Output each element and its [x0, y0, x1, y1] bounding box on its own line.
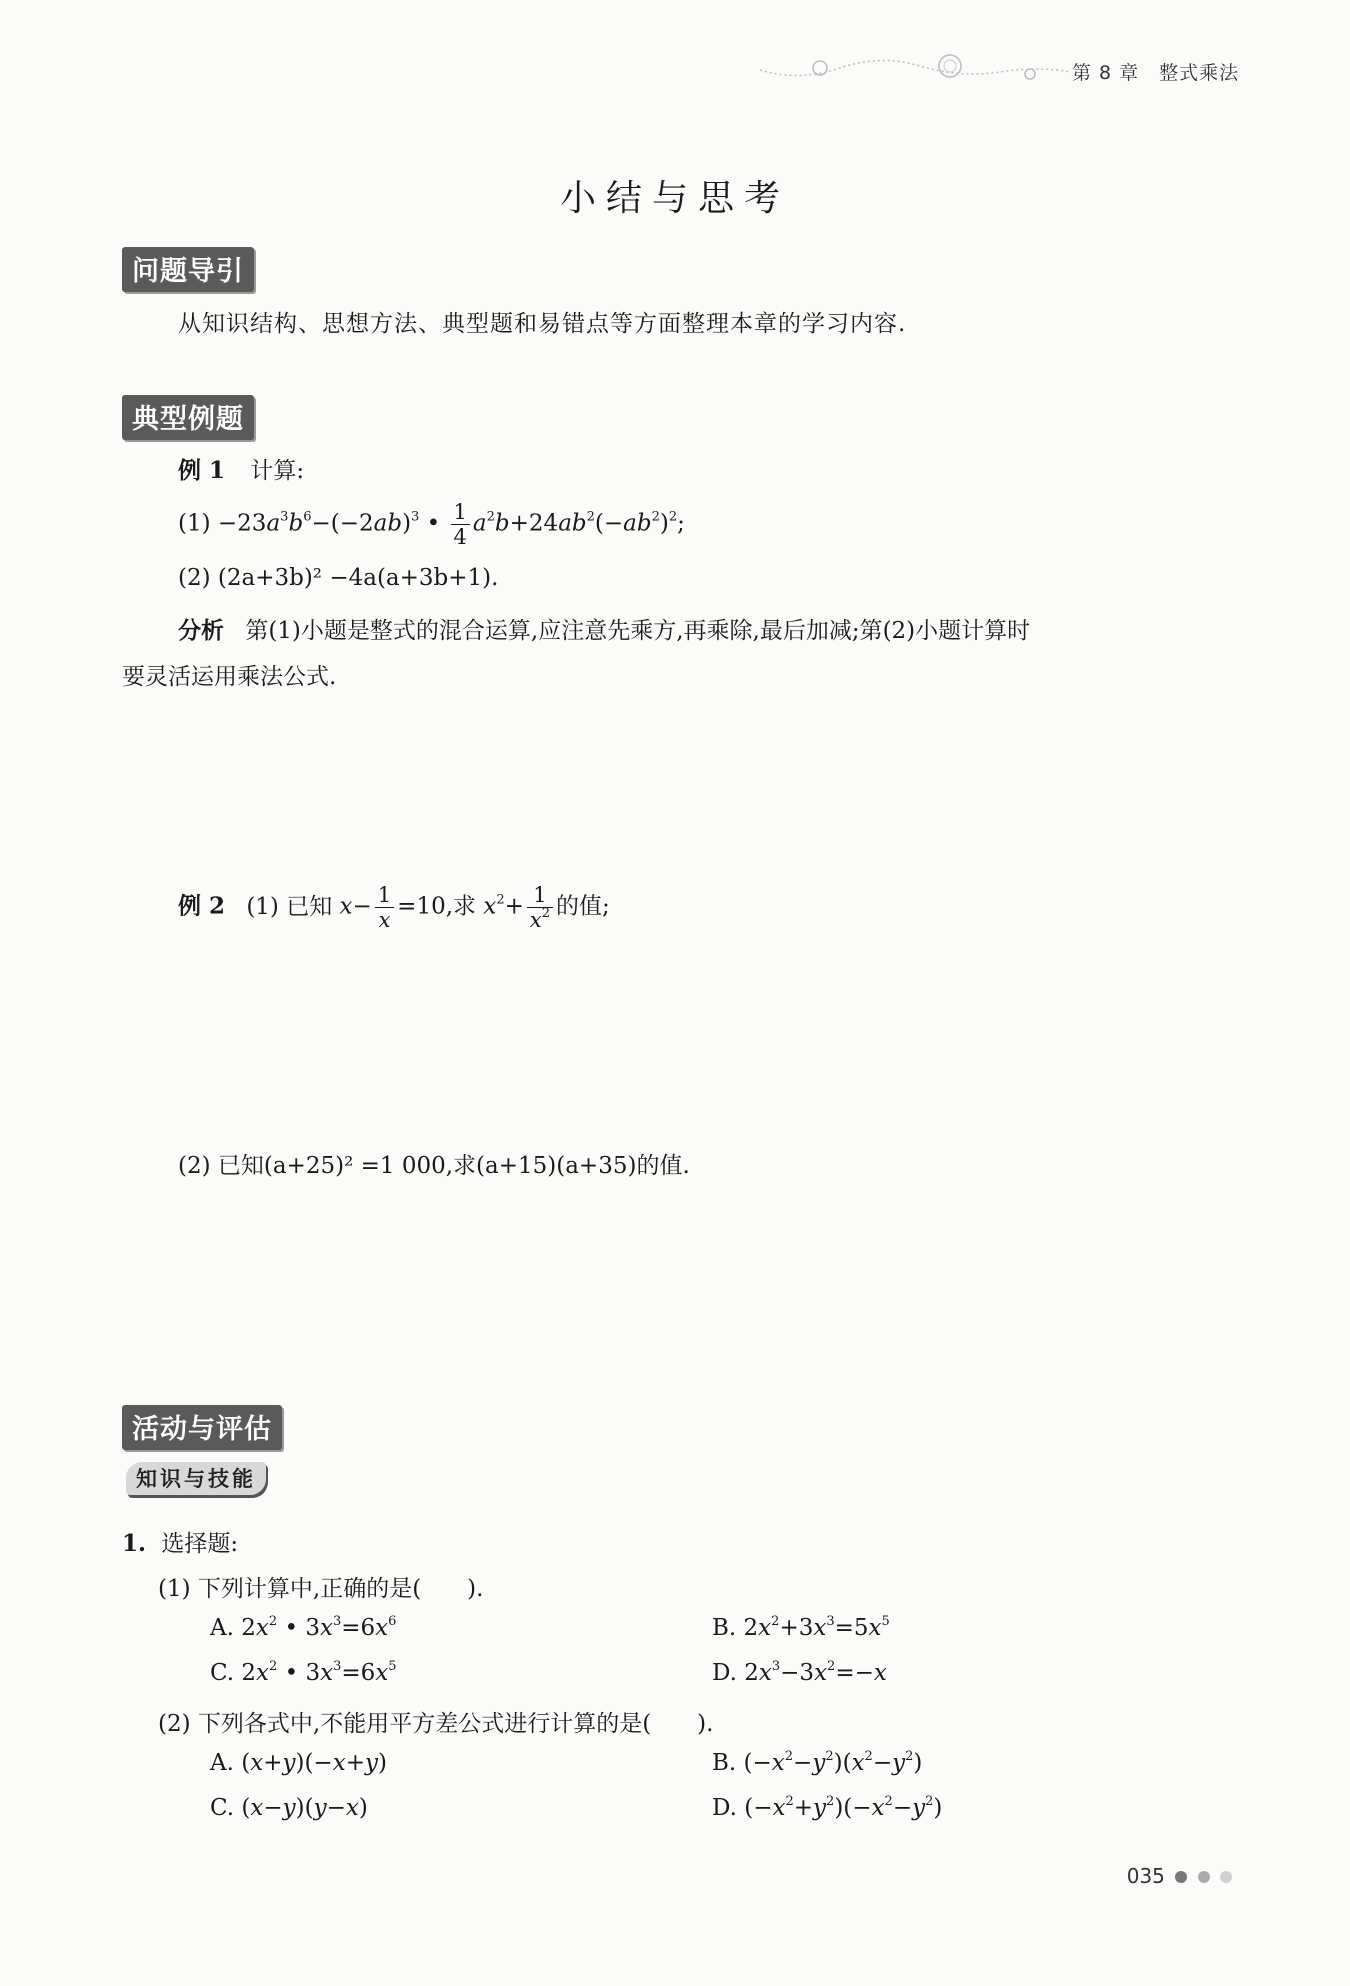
question1-heading: [122, 1525, 238, 1558]
sub2-option-c: C. (x−y)(y−x): [210, 1795, 368, 1821]
page-number: 035: [1126, 1864, 1165, 1888]
sub1-option-d: D. $2x^3-3x^2=-x$: [712, 1659, 887, 1686]
example1-heading: [178, 452, 304, 485]
page-dot-1: [1175, 1871, 1187, 1883]
section-tag-knowledge: 知识与技能: [126, 1462, 266, 1495]
sub2-option-a: A. (x+y)(−x+y): [210, 1750, 387, 1776]
header-decoration: [760, 50, 1070, 90]
section-tag-activity: 活动与评估: [122, 1405, 282, 1450]
example1-part2: (2) (2a+3b)² −4a(a+3b+1).: [178, 565, 499, 591]
example1-part1: $(1) -23a^3b^6-(-2ab)^3$ • $\frac{1}{4}$ $a^2b+24ab^2(-ab^2)^2$;: [178, 500, 685, 550]
sub1-option-a: A. $2x^2$ • $3x^3=6x^6$: [210, 1614, 397, 1641]
question1-title: 选择题:: [161, 1531, 239, 1557]
chapter-header: 第 8 章 整式乘法: [1072, 62, 1240, 84]
analysis-line1: 第(1)小题是整式的混合运算,应注意先乘方,再乘除,最后加减;第(2)小题计算时: [245, 618, 1031, 644]
guide-text: 从知识结构、思想方法、典型题和易错点等方面整理本章的学习内容.: [178, 311, 907, 337]
section-tag-examples: 典型例题: [122, 395, 254, 440]
sub1-option-c: C. $2x^2$ • $3x^3=6x^5$: [210, 1659, 397, 1686]
analysis-line2: 要灵活运用乘法公式.: [122, 664, 337, 690]
example1-label: 例 1: [178, 457, 226, 484]
sub1-option-b: B. $2x^2+3x^3=5x^5$: [712, 1614, 890, 1641]
page-dot-3: [1220, 1871, 1232, 1883]
example1-prompt: 计算:: [250, 458, 305, 484]
example1-analysis: [178, 612, 1030, 645]
sub2-option-b: B. $(-x^2-y^2)(x^2-y^2)$: [712, 1749, 923, 1776]
page-title: 小结与思考: [559, 178, 790, 219]
example2-part2: (2) 已知(a+25)² =1 000,求(a+15)(a+35)的值.: [178, 1153, 690, 1179]
analysis-label: 分析: [178, 617, 224, 644]
page-number-block: [1127, 1864, 1232, 1888]
question1-sub1-stem: (1) 下列计算中,正确的是( ).: [158, 1576, 484, 1602]
question1-sub2-stem: (2) 下列各式中,不能用平方差公式进行计算的是( ).: [158, 1711, 714, 1737]
sub2-option-d: D. $(-x^2+y^2)(-x^2-y^2)$: [712, 1794, 943, 1821]
page-dot-2: [1198, 1871, 1210, 1883]
section-tag-guide: 问题导引: [122, 247, 254, 292]
example2-part1: 例 2 (1) 已知 x− $\frac{1}{x}$ =10,求 $x^2+$ $\frac{1}{x^2}$ 的值;: [178, 883, 610, 933]
question1-number: 1.: [122, 1530, 147, 1557]
example2-label: 例 2: [178, 892, 226, 920]
